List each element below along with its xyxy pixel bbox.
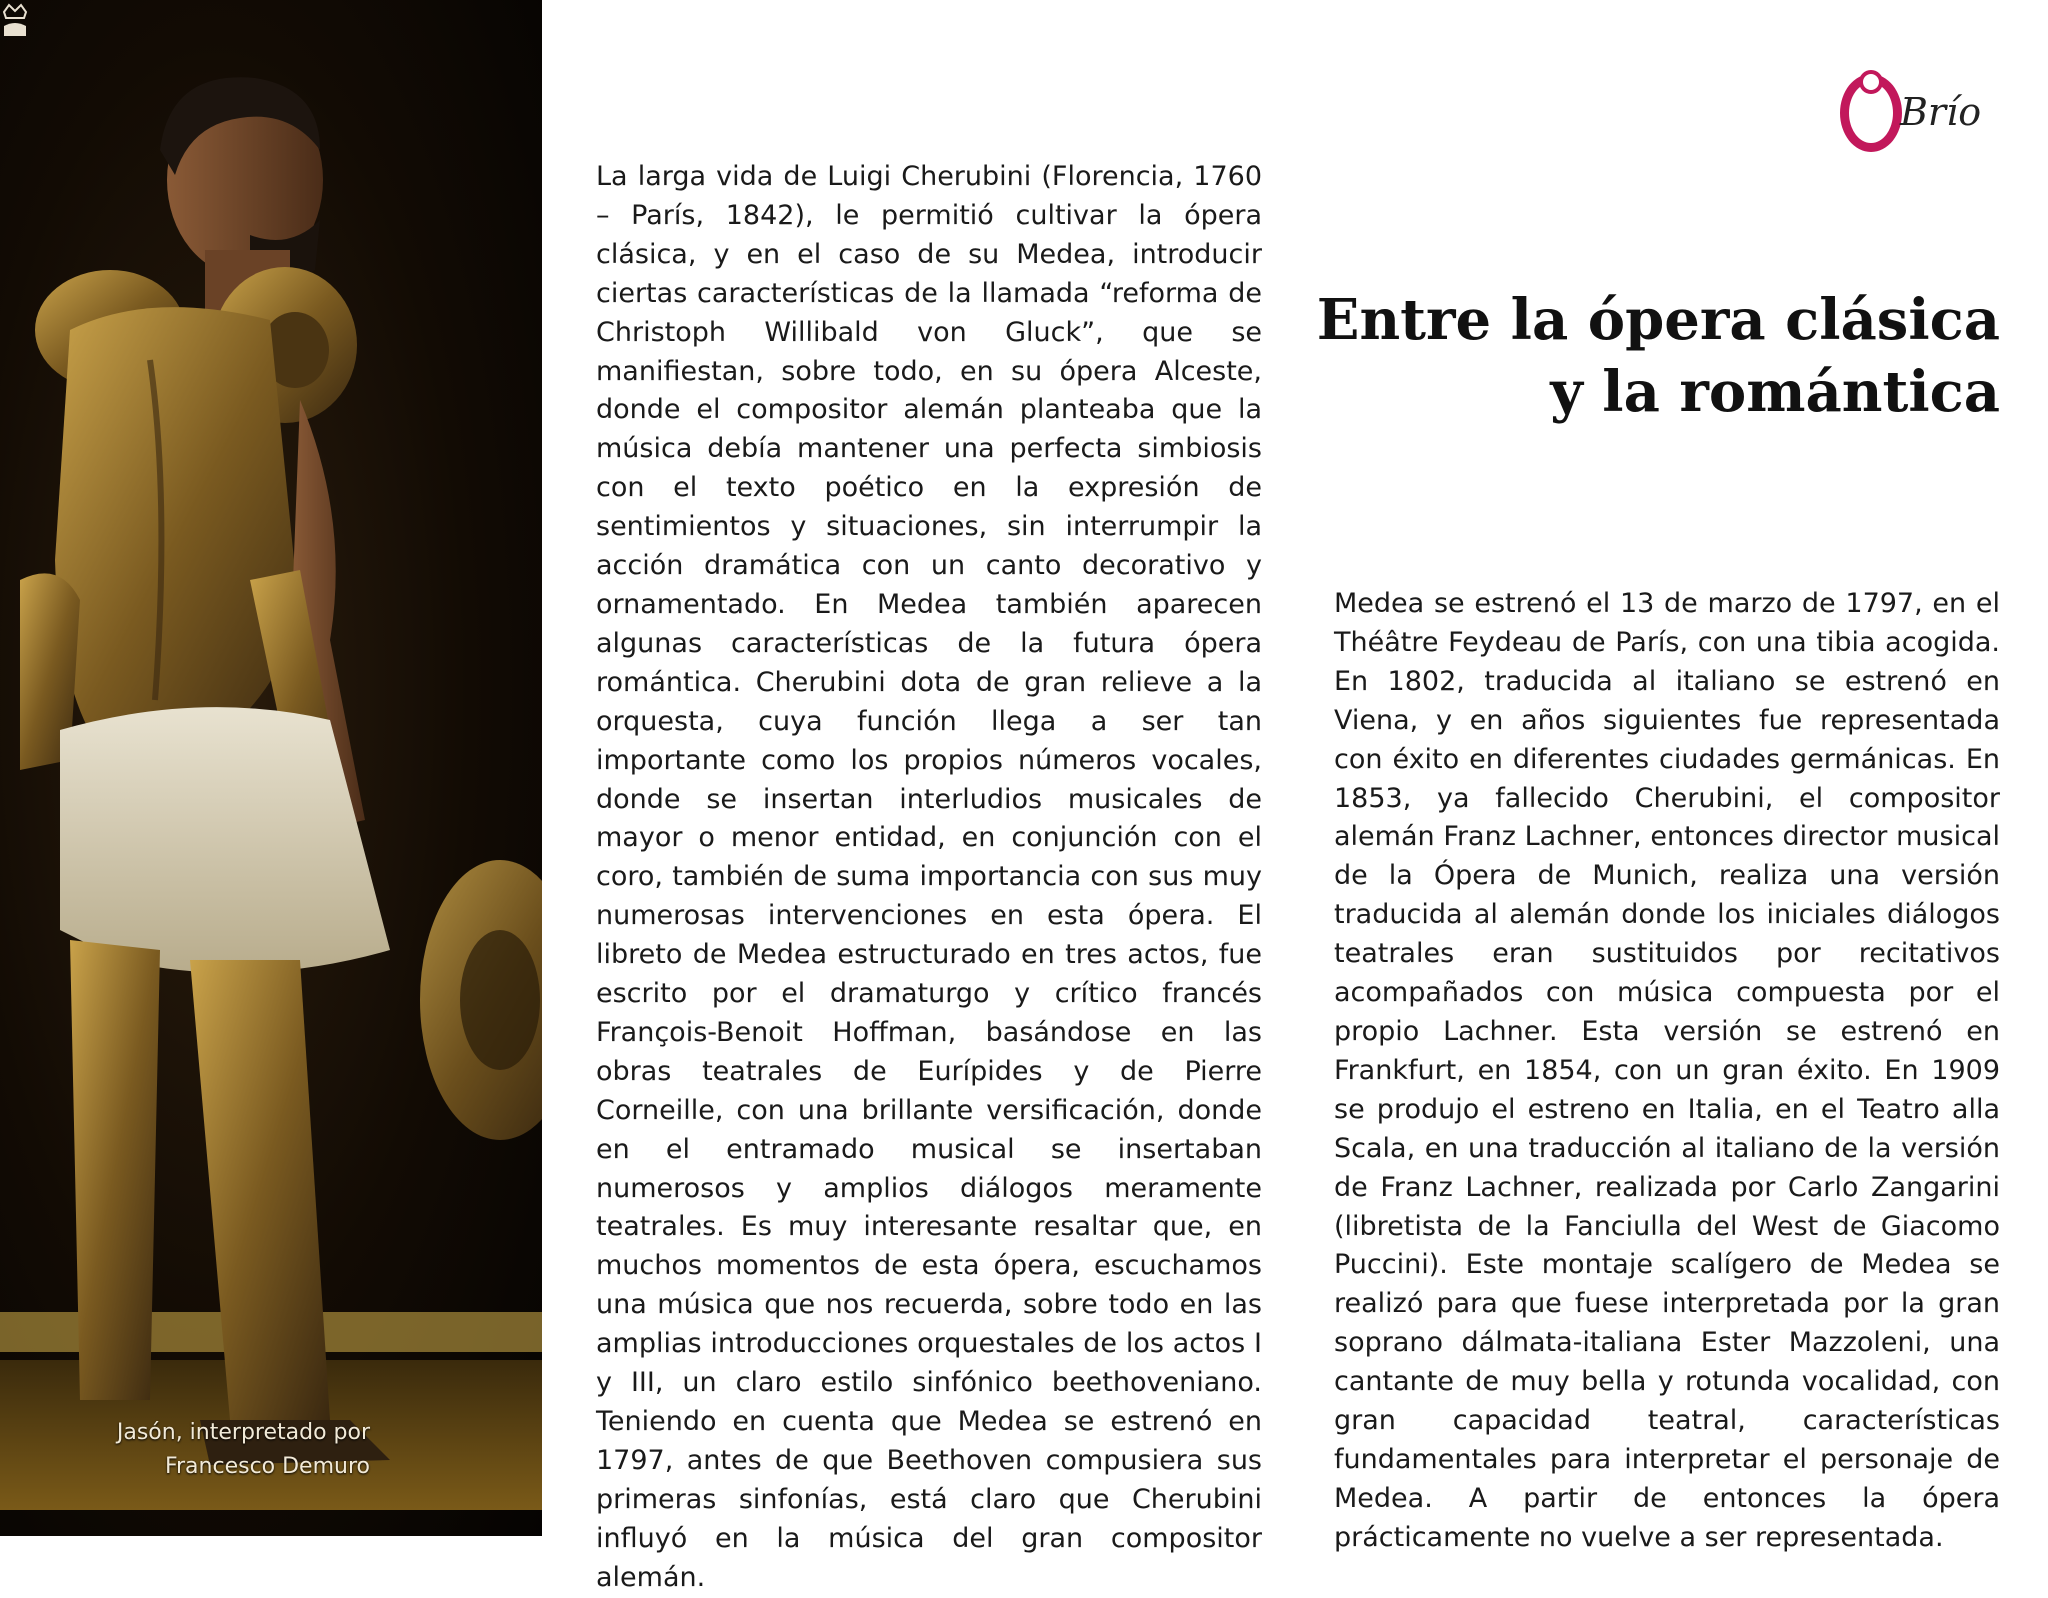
photo-caption	[70, 1416, 370, 1484]
logo-wordmark: Brío	[1900, 90, 1982, 134]
article-body-left: La larga vida de Luigi Cherubini (Florencia, 1760 – París, 1842), le permitió cultivar la ópera clásica, y en el caso de su Medea, introducir ciertas características de la llamada “reforma de Christoph Willibald von Gluck”, que se manifiestan, sobre todo, en su ópera Alceste, donde el compositor alemán planteaba que la música debía mantener una perfecta simbiosis con el texto poético en la expresión de sentimientos y situaciones, sin interrumpir la acción dramática con un canto decorativo y ornamentado. En Medea también aparecen algunas características de la futura ópera romántica. Cherubini dota de gran relieve a la orquesta, cuya función llega a ser tan importante como los propios números vocales, donde se insertan interludios musicales de mayor o menor entidad, en conjunción con el coro, también de suma importancia con sus muy numerosas intervenciones en esta ópera. El libreto de Medea estructurado en tres actos, fue escrito por el dramaturgo y crítico francés François-Benoit Hoffman, basándose en las obras teatrales de Eurípides y de Pierre Corneille, con una brillante versificación, donde en el entramado musical se insertaban numerosos y amplios diálogos meramente teatrales. Es muy interesante resaltar que, en muchos momentos de esta ópera, escuchamos una música que nos recuerda, sobre todo en las amplias introducciones orquestales de los actos I y III, un claro estilo sinfónico beethoveniano. Teniendo en cuenta que Medea se estrenó en 1797, antes de que Beethoven compusiera sus primeras sinfonías, está claro que Cherubini influyó en la música del gran compositor alemán.	[596, 161, 1262, 1593]
article-title	[1200, 284, 2000, 428]
brio-logo	[1840, 70, 2010, 156]
logo-dot-mark	[1859, 70, 1883, 94]
stage-photo	[0, 0, 542, 1536]
article-body-right: Medea se estrenó el 13 de marzo de 1797, en el Théâtre Feydeau de París, con una tibia acogida. En 1802, traducida al italiano se estrenó en Viena, y en años siguientes fue representada con éxito en diferentes ciudades germánicas. En 1853, ya fallecido Cherubini, el compositor alemán Franz Lachner, entonces director musical de la Ópera de Munich, realiza una versión traducida al alemán donde los iniciales diálogos teatrales eran sustituidos por recitativos acompañados con música compuesta por el propio Lachner. Esta versión se estrenó en Frankfurt, en 1854, con un gran éxito. En 1909 se produjo el estreno en Italia, en el Teatro alla Scala, en una traducción al italiano de la versión de Franz Lachner, realizada por Carlo Zangarini (libretista de la Fanciulla del West de Giacomo Puccini). Este montaje scalígero de Medea se realizó para que fuese interpretada por la gran soprano dálmata-italiana Ester Mazzoleni, una cantante de muy bella y rotunda vocalidad, con gran capacidad teatral, características fundamentales para interpretar el personaje de Medea. A partir de entonces la ópera prácticamente no vuelve a ser representada.	[1334, 588, 2000, 1553]
article-title-line-2: y la romántica	[1550, 359, 2000, 425]
crown-icon	[0, 0, 30, 36]
article-title-line-1: Entre la ópera clásica	[1316, 287, 2000, 353]
photo-caption-line-2: Francesco Demuro	[164, 1454, 370, 1479]
photo-caption-line-1: Jasón, interpretado por	[116, 1420, 370, 1445]
singer-in-armor-illustration	[0, 0, 542, 1536]
